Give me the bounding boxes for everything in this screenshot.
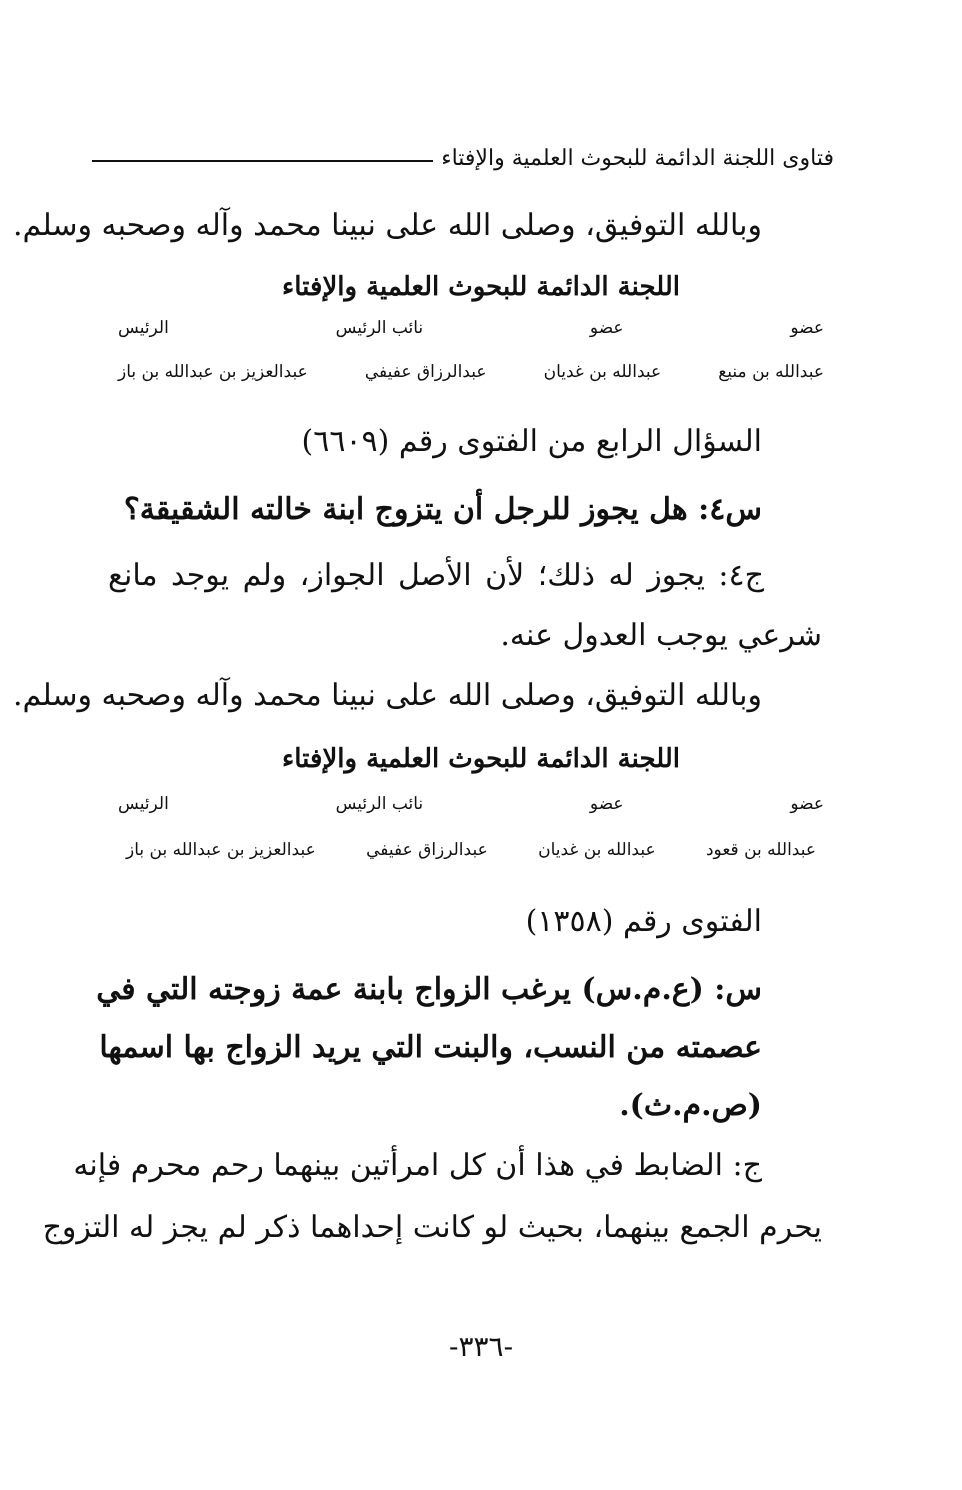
signatory-names-1 <box>118 362 824 382</box>
signatory-title: الرئيس <box>118 794 169 814</box>
closing-prayer-2: وبالله التوفيق، وصلى الله على نبينا محمد وآله وصحبه وسلم. <box>12 678 762 713</box>
signatory-name: عبدالرزاق عفيفي <box>364 362 487 382</box>
signatory-title: عضو <box>790 318 824 338</box>
answer-4-line-2: شرعي يوجب العدول عنه. <box>500 618 822 653</box>
header-title: فتاوى اللجنة الدائمة للبحوث العلمية والإفتاء <box>441 145 834 171</box>
answer-1358-line-2: يحرم الجمع بينهما، بحيث لو كانت إحداهما ذكر لم يجز له التزوج <box>42 1210 822 1245</box>
answer-4-line-1: ج٤: يجوز له ذلك؛ لأن الأصل الجواز، ولم يوجد مانع <box>108 558 764 593</box>
signatory-titles-2 <box>118 794 824 814</box>
page-number: -٣٣٦- <box>448 1330 514 1363</box>
header-rule <box>92 160 433 162</box>
signatory-name: عبدالرزاق عفيفي <box>366 840 488 860</box>
signatory-names-2 <box>126 840 816 860</box>
signatory-title: عضو <box>790 794 824 814</box>
question-1358-line-2: عصمته من النسب، والبنت التي يريد الزواج بها اسمها <box>99 1030 762 1065</box>
committee-name-2: اللجنة الدائمة للبحوث العلمية والإفتاء <box>282 744 680 774</box>
signatory-name: عبدالله بن منيع <box>718 362 824 382</box>
answer-1358-line-1: ج: الضابط في هذا أن كل امرأتين بينهما رحم محرم فإنه <box>73 1148 762 1183</box>
signatory-title: عضو <box>589 318 624 338</box>
fatwa-heading-1358: الفتوى رقم (١٣٥٨) <box>525 904 762 939</box>
signatory-title: عضو <box>589 794 624 814</box>
fatwa-heading-6609: السؤال الرابع من الفتوى رقم (٦٦٠٩) <box>301 424 762 459</box>
signatory-title: نائب الرئيس <box>335 794 424 814</box>
signatory-titles-1 <box>118 318 824 338</box>
committee-name-1: اللجنة الدائمة للبحوث العلمية والإفتاء <box>282 272 680 302</box>
signatory-name: عبدالله بن قعود <box>705 840 816 860</box>
running-header <box>92 138 834 178</box>
signatory-name: عبدالله بن غديان <box>543 362 662 382</box>
question-1358-line-3: (ص.م.ث). <box>619 1088 762 1123</box>
signatory-title: الرئيس <box>118 318 169 338</box>
signatory-title: نائب الرئيس <box>335 318 424 338</box>
closing-prayer-1: وبالله التوفيق، وصلى الله على نبينا محمد وآله وصحبه وسلم. <box>12 208 762 243</box>
question-4: س٤: هل يجوز للرجل أن يتزوج ابنة خالته الشقيقة؟ <box>123 492 762 527</box>
signatory-name: عبدالعزيز بن عبدالله بن باز <box>118 362 308 382</box>
question-1358-line-1: س: (ع.م.س) يرغب الزواج بابنة عمة زوجته التي في <box>96 972 762 1007</box>
signatory-name: عبدالله بن غديان <box>538 840 656 860</box>
signatory-name: عبدالعزيز بن عبدالله بن باز <box>126 840 316 860</box>
